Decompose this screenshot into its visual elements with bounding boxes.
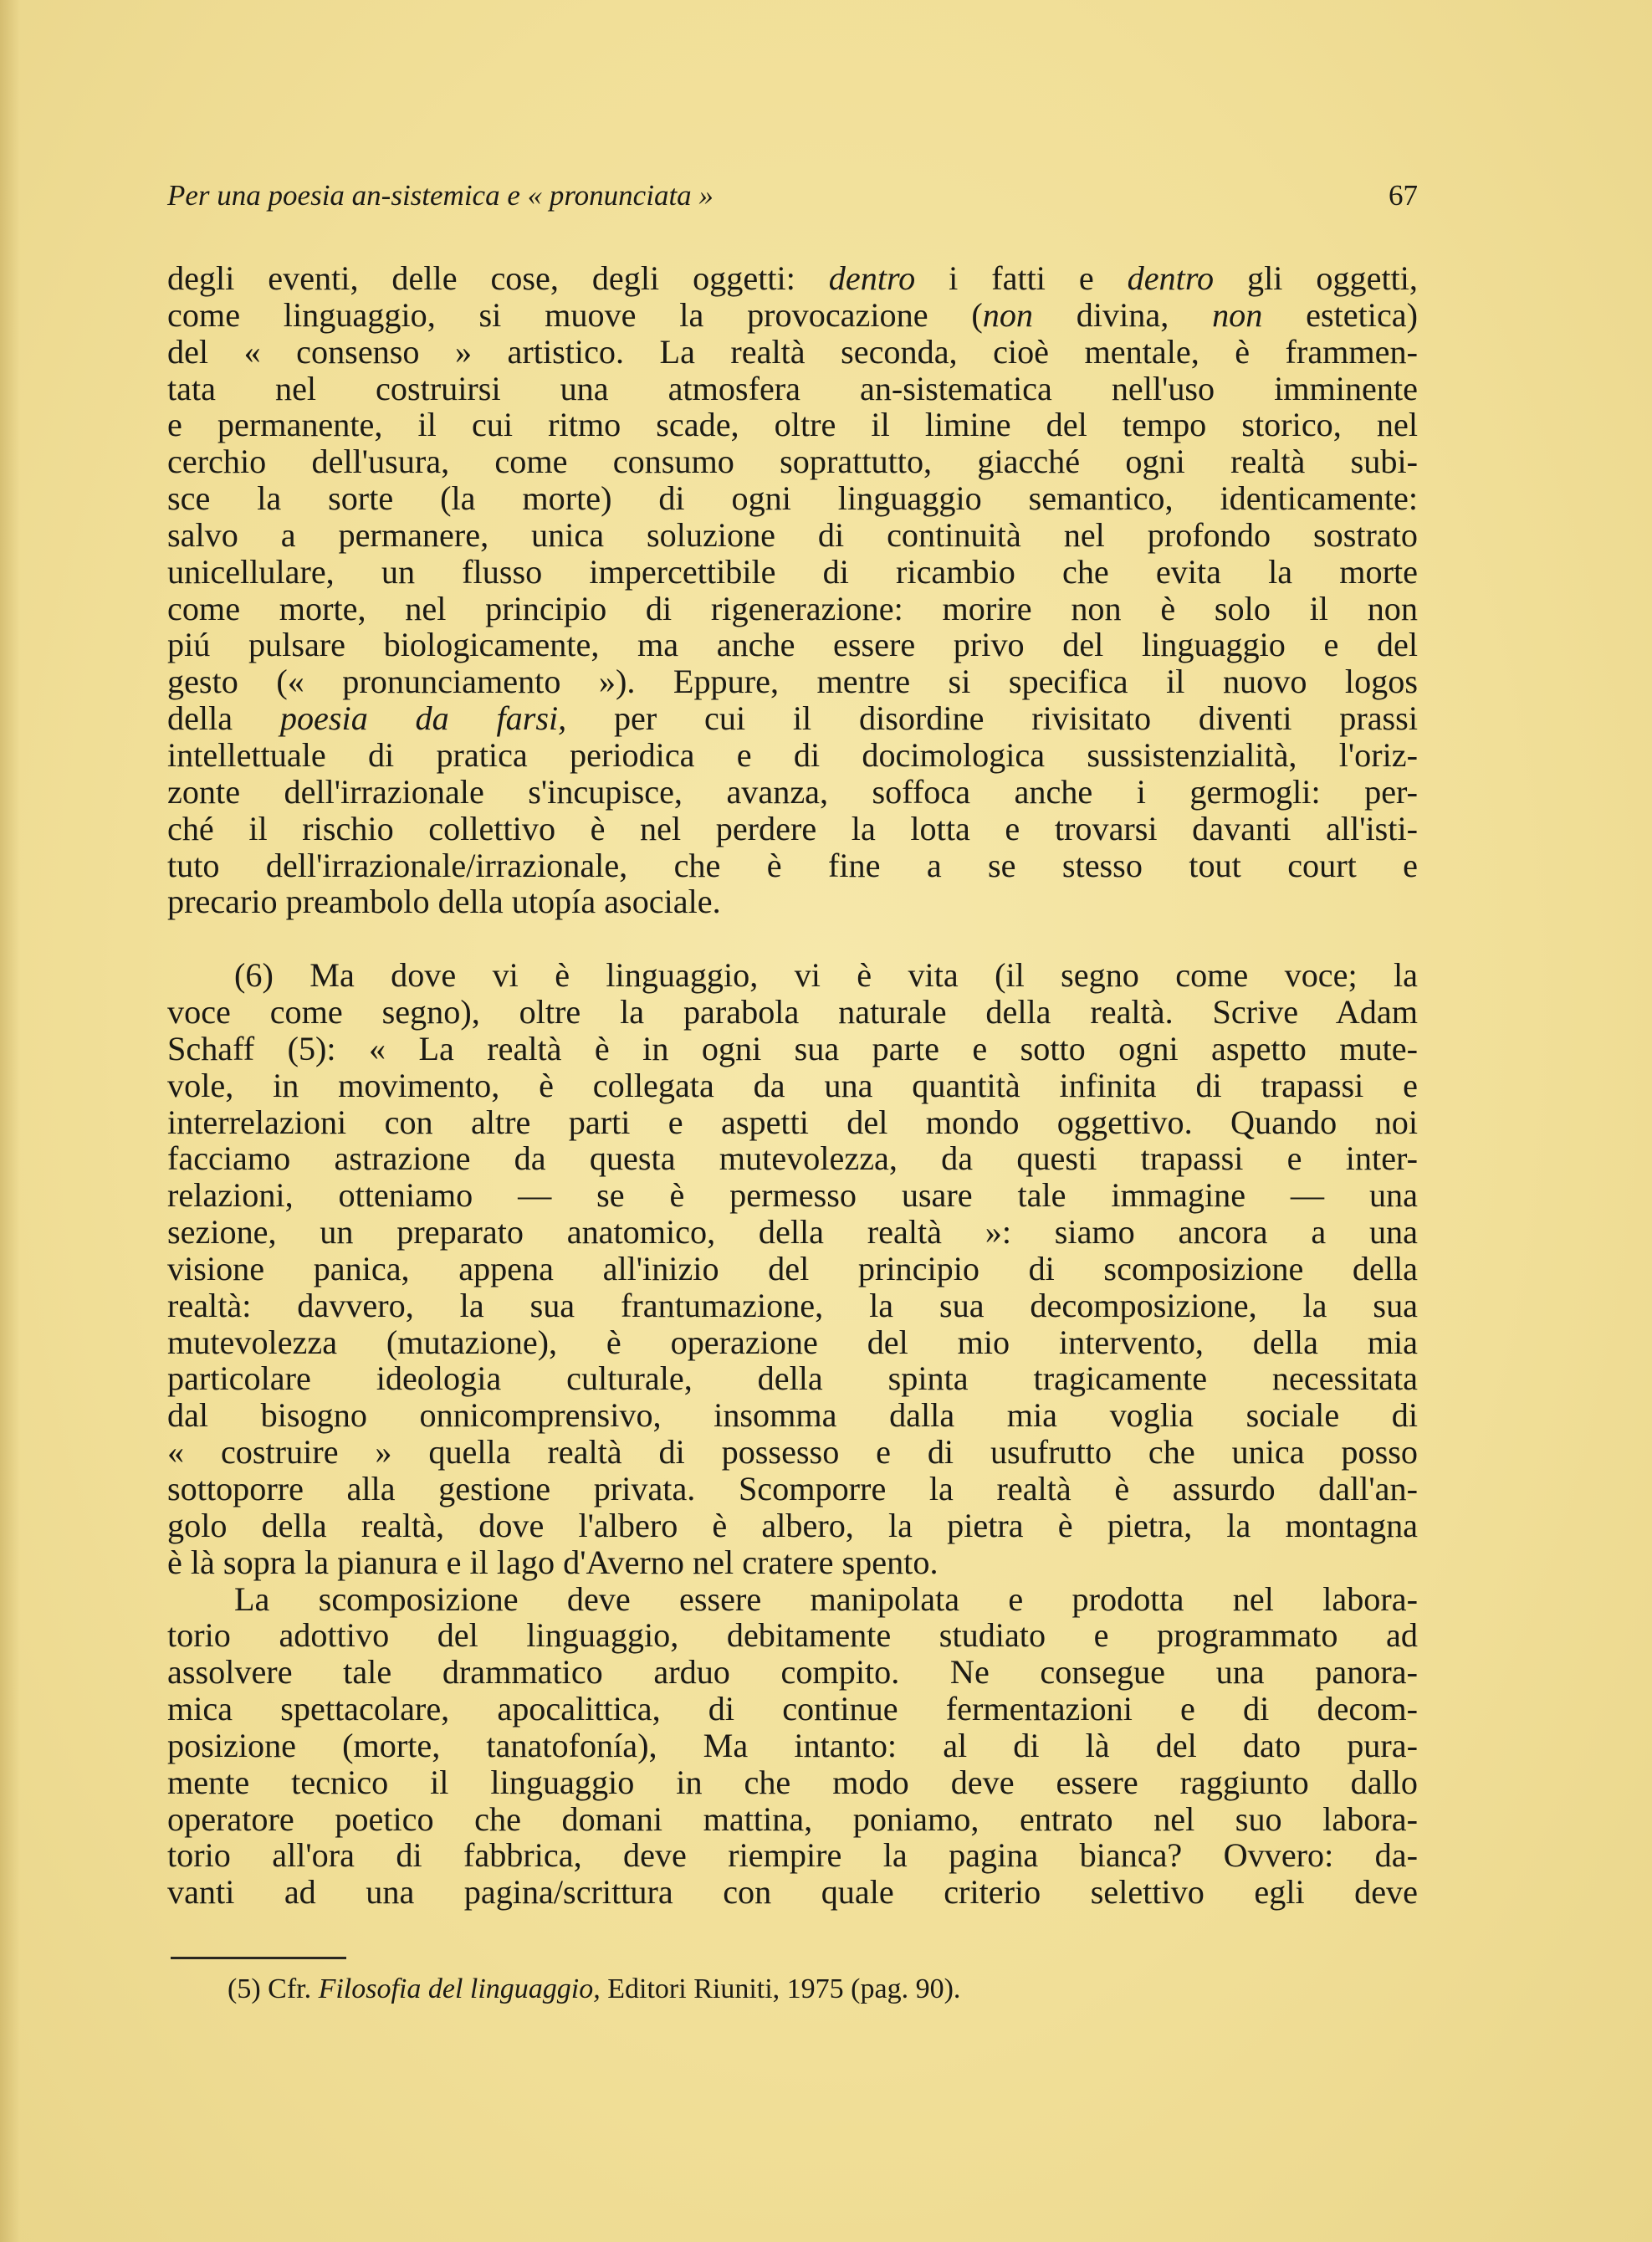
text-line (167, 1764, 1418, 1801)
text-line (167, 627, 1418, 663)
text-run: facciamo astrazione da questa mutevolezza, da questi trapassi e inter- (167, 1139, 1418, 1178)
text-run: del « consenso » artistico. La realtà seconda, cioè mentale, è frammen- (167, 332, 1418, 371)
text-run: gesto (« pronunciamento »). Eppure, mentre si specifica il nuovo logos (167, 663, 1418, 701)
paragraph-1 (167, 260, 1418, 920)
text-line (167, 1434, 1418, 1471)
text-line (167, 737, 1418, 774)
text-line (167, 1581, 1418, 1618)
text-run: della (167, 699, 280, 738)
text-run: vole, in movimento, è collegata da una quantità infinita di trapassi e (167, 1066, 1418, 1104)
text-line (167, 297, 1418, 334)
text-line (167, 847, 1418, 884)
text-line (167, 1837, 1418, 1874)
text-line (167, 1067, 1418, 1104)
text-line (167, 591, 1418, 627)
text-line (167, 1324, 1418, 1361)
text-run: particolare ideologia culturale, della spinta tragicamente necessitata (167, 1359, 1418, 1398)
text-line (167, 1471, 1418, 1507)
text-run: i fatti e (915, 259, 1128, 297)
text-line (167, 1728, 1418, 1764)
text-run: sce la sorte (la morte) di ogni linguaggio semantico, identicamente: (167, 479, 1418, 518)
text-run: mente tecnico il linguaggio in che modo deve essere raggiunto dallo (167, 1763, 1418, 1801)
text-line (167, 1874, 1418, 1911)
text-run: golo della realtà, dove l'albero è albero, la pietra è pietra, la montagna (167, 1506, 1418, 1544)
text-line (167, 663, 1418, 700)
text-run: divina, (1033, 295, 1213, 334)
text-run: assolvere tale drammatico arduo compito. Ne consegue una panora- (167, 1653, 1418, 1692)
text-line (167, 700, 1418, 737)
text-run: Schaff (5): « La realtà è in ogni sua parte e sotto ogni aspetto mute- (167, 1029, 1418, 1067)
text-line (167, 774, 1418, 811)
text-run: (6) Ma dove vi è linguaggio, vi è vita (il segno come voce; la (234, 956, 1418, 995)
text-line (167, 260, 1418, 297)
text-run: operatore poetico che domani mattina, poniamo, entrato nel suo labora- (167, 1799, 1418, 1838)
text-run: ché il rischio collettivo è nel perdere la lotta e trovarsi davanti all'isti- (167, 809, 1418, 847)
text-line (167, 1251, 1418, 1287)
footnote-title: Filosofia del linguaggio, (318, 1973, 601, 2004)
footnote-rule (171, 1957, 346, 1959)
text-line (167, 957, 1418, 994)
text-run: tuto dell'irrazionale/irrazionale, che è fine a se stesso tout court e (167, 846, 1418, 884)
text-run: piú pulsare biologicamente, ma anche essere privo del linguaggio e del (167, 626, 1418, 664)
text-run: gli oggetti, (1214, 259, 1418, 297)
text-run: mica spettacolare, apocalittica, di continue fermentazioni e di decom- (167, 1690, 1418, 1728)
text-run: « costruire » quella realtà di possesso e di usufrutto che unica posso (167, 1433, 1418, 1472)
text-line (167, 1287, 1418, 1324)
text-line (167, 1691, 1418, 1728)
italic-text: dentro (828, 259, 916, 297)
text-line (167, 1507, 1418, 1544)
italic-text: poesia da farsi, (279, 699, 567, 738)
text-run: come linguaggio, si muove la provocazione ( (167, 295, 983, 334)
text-run: interrelazioni con altre parti e aspetti del mondo oggettivo. Quando noi (167, 1103, 1418, 1141)
text-line (167, 1654, 1418, 1691)
text-line (167, 1544, 1418, 1581)
text-run: torio adottivo del linguaggio, debitamente studiato e programmato ad (167, 1616, 1418, 1655)
text-run: precario preambolo della utopía asociale. (167, 883, 721, 921)
text-line (167, 407, 1418, 443)
text-run: tata nel costruirsi una atmosfera an-sistematica nell'uso imminente (167, 369, 1418, 407)
text-run: dal bisogno onnicomprensivo, insomma dalla mia voglia sociale di (167, 1396, 1418, 1435)
text-run: cerchio dell'usura, come consumo soprattutto, giacché ogni realtà subi- (167, 443, 1418, 481)
paragraph-3 (167, 1581, 1418, 1912)
text-run: come morte, nel principio di rigenerazione: morire non è solo il non (167, 589, 1418, 627)
text-run: mutevolezza (mutazione), è operazione del mio intervento, della mia (167, 1323, 1418, 1361)
body-text (167, 260, 1418, 1911)
italic-text: non (1212, 295, 1263, 334)
text-run: è là sopra la pianura e il lago d'Averno nel cratere spento. (167, 1543, 939, 1581)
footnote (228, 1973, 1315, 2006)
text-line (167, 334, 1418, 371)
text-run: torio all'ora di fabbrica, deve riempire la pagina bianca? Ovvero: da- (167, 1836, 1418, 1875)
text-run: relazioni, otteniamo — se è permesso usare tale immagine — una (167, 1176, 1418, 1215)
text-run: La scomposizione deve essere manipolata e prodotta nel labora- (234, 1579, 1418, 1618)
italic-text: dentro (1127, 259, 1215, 297)
text-run: zonte dell'irrazionale s'incupisce, avanza, soffoca anche i germogli: per- (167, 772, 1418, 811)
text-run: sezione, un preparato anatomico, della realtà »: siamo ancora a una (167, 1213, 1418, 1252)
text-line (167, 1397, 1418, 1434)
text-line (167, 883, 1418, 920)
text-run: estetica) (1262, 295, 1419, 334)
text-line (167, 1360, 1418, 1397)
text-run: vanti ad una pagina/scrittura con quale criterio selettivo egli deve (167, 1873, 1418, 1912)
text-line (167, 1140, 1418, 1177)
running-title: Per una poesia an-sistemica e « pronunciata » (167, 179, 713, 212)
text-run: salvo a permanere, unica soluzione di continuità nel profondo sostrato (167, 515, 1418, 554)
text-run: sottoporre alla gestione privata. Scomporre la realtà è assurdo dall'an- (167, 1470, 1418, 1507)
text-line (167, 1031, 1418, 1067)
text-line (167, 443, 1418, 480)
text-line (167, 1617, 1418, 1654)
text-run: posizione (morte, tanatofonía), Ma intanto: al di là del dato pura- (167, 1726, 1418, 1764)
text-run: unicellulare, un flusso impercettibile di ricambio che evita la morte (167, 552, 1418, 591)
text-run: e permanente, il cui ritmo scade, oltre il limine del tempo storico, nel (167, 406, 1418, 444)
page-edge-shadow (0, 0, 20, 2242)
paragraph-gap (167, 920, 1418, 957)
text-run: realtà: davvero, la sua frantumazione, la sua decomposizione, la sua (167, 1286, 1418, 1324)
text-run: visione panica, appena all'inizio del principio di scomposizione della (167, 1249, 1418, 1287)
text-line (167, 811, 1418, 847)
text-line (167, 1104, 1418, 1141)
text-line (167, 994, 1418, 1031)
running-head (167, 179, 1418, 221)
text-run: intellettuale di pratica periodica e di docimologica sussistenzialità, l'oriz- (167, 735, 1418, 774)
text-run: per cui il disordine rivisitato diventi prassi (566, 699, 1418, 738)
text-run: voce come segno), oltre la parabola naturale della realtà. Scrive Adam (167, 993, 1418, 1031)
text-line (167, 1177, 1418, 1214)
page-number: 67 (1389, 179, 1418, 212)
text-line (167, 1801, 1418, 1838)
text-line (167, 1214, 1418, 1251)
text-line (167, 371, 1418, 407)
footnote-text: Editori Riuniti, 1975 (pag. 90). (600, 1973, 961, 2004)
footnote-text: (5) Cfr. (228, 1973, 319, 2004)
text-line (167, 554, 1418, 591)
text-line (167, 517, 1418, 554)
italic-text: non (982, 295, 1033, 334)
text-line (167, 480, 1418, 517)
text-run: degli eventi, delle cose, degli oggetti: (167, 259, 829, 297)
paragraph-2 (167, 957, 1418, 1580)
